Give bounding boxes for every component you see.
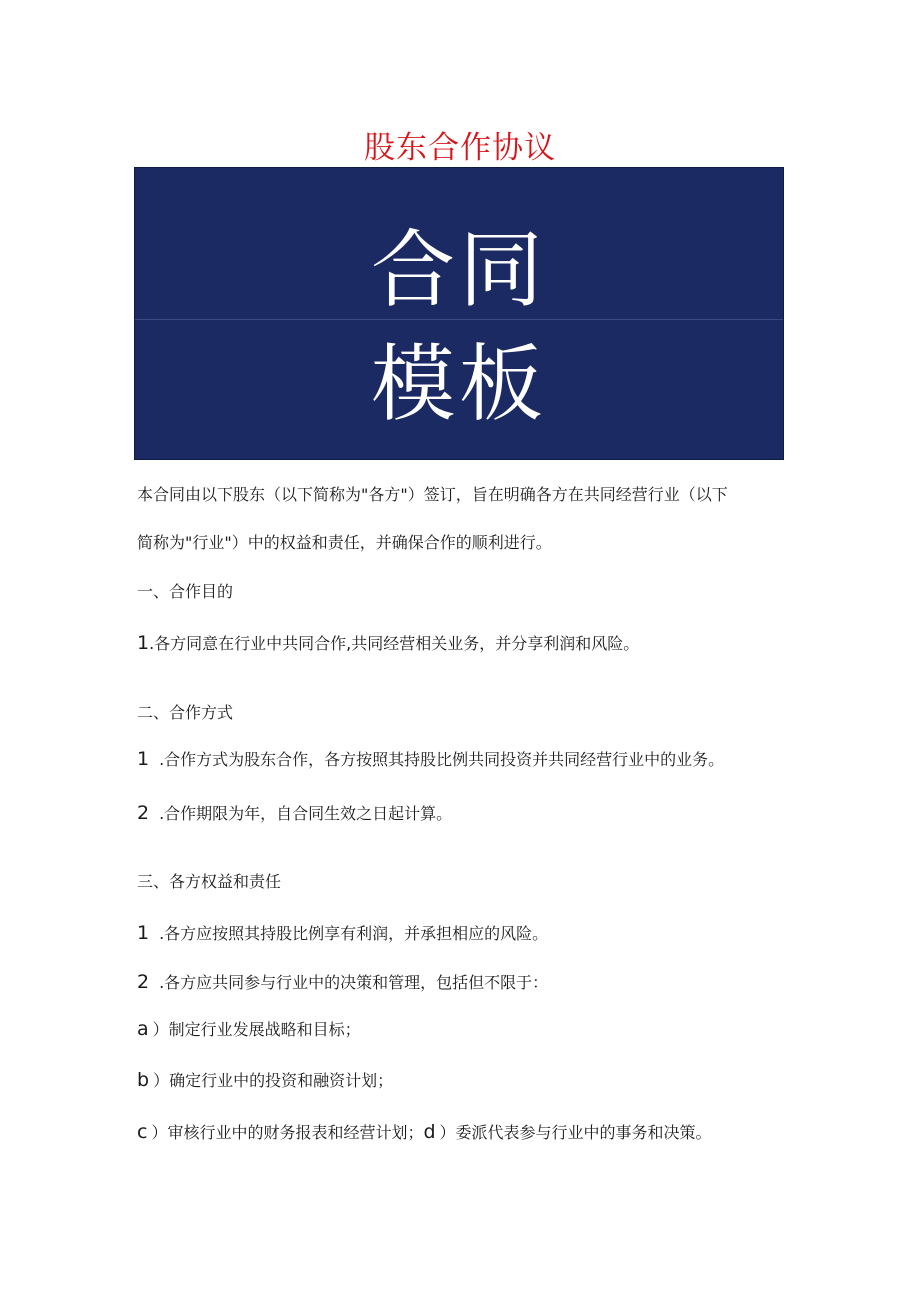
clause-text: .合作期限为年，自合同生效之日起计算。 [159, 804, 453, 823]
clause-text: .各方应共同参与行业中的决策和管理，包括但不限于： [159, 973, 549, 992]
clause-number: 1 [137, 632, 150, 654]
subclause-label: c [137, 1121, 148, 1143]
clause-number: 1 [137, 748, 150, 770]
subclause-a [137, 1018, 361, 1041]
subclause-text: ）审核行业中的财务报表和经营计划； [151, 1123, 424, 1142]
subclause-text: ）确定行业中的投资和融资计划； [153, 1071, 394, 1090]
intro-paragraph-line-2: 简称为"行业"）中的权益和责任，并确保合作的顺利进行。 [137, 533, 552, 552]
subclause-label: a [137, 1018, 149, 1040]
section-heading-method: 二、合作方式 [137, 703, 234, 722]
subclause-b [137, 1069, 393, 1092]
cover-banner [134, 167, 784, 460]
subclause-label: b [137, 1069, 150, 1091]
clause-number: 1 [137, 922, 150, 944]
clause-number: 2 [137, 802, 150, 824]
subclause-text: ）委派代表参与行业中的事务和决策。 [439, 1123, 712, 1142]
section-heading-rights: 三、各方权益和责任 [137, 872, 282, 891]
document-title: 股东合作协议 [364, 130, 556, 166]
clause-text: .各方同意在行业中共同合作,共同经营相关业务，并分享利润和风险。 [149, 634, 640, 653]
intro-paragraph-line-1: 本合同由以下股东（以下简称为"各方"）签订，旨在明确各方在共同经营行业（以下 [137, 485, 728, 504]
clause-number: 2 [137, 971, 150, 993]
subclause-label: d [423, 1121, 436, 1143]
clause-text: .各方应按照其持股比例享有利润，并承担相应的风险。 [159, 924, 549, 943]
subclause-c-d [137, 1121, 712, 1144]
banner-line-2: 模板 [370, 335, 547, 433]
banner-divider [135, 319, 783, 320]
section-heading-purpose: 一、合作目的 [137, 582, 234, 601]
subclause-text: ）制定行业发展战略和目标； [152, 1020, 361, 1039]
clause-rights-1 [137, 922, 548, 945]
banner-line-1: 合同 [370, 221, 547, 319]
clause-method-2 [137, 802, 452, 825]
clause-text: .合作方式为股东合作，各方按照其持股比例共同投资并共同经营行业中的业务。 [159, 750, 725, 769]
clause-method-1 [137, 748, 724, 771]
clause-purpose-1 [137, 632, 639, 655]
clause-rights-2 [137, 971, 548, 994]
